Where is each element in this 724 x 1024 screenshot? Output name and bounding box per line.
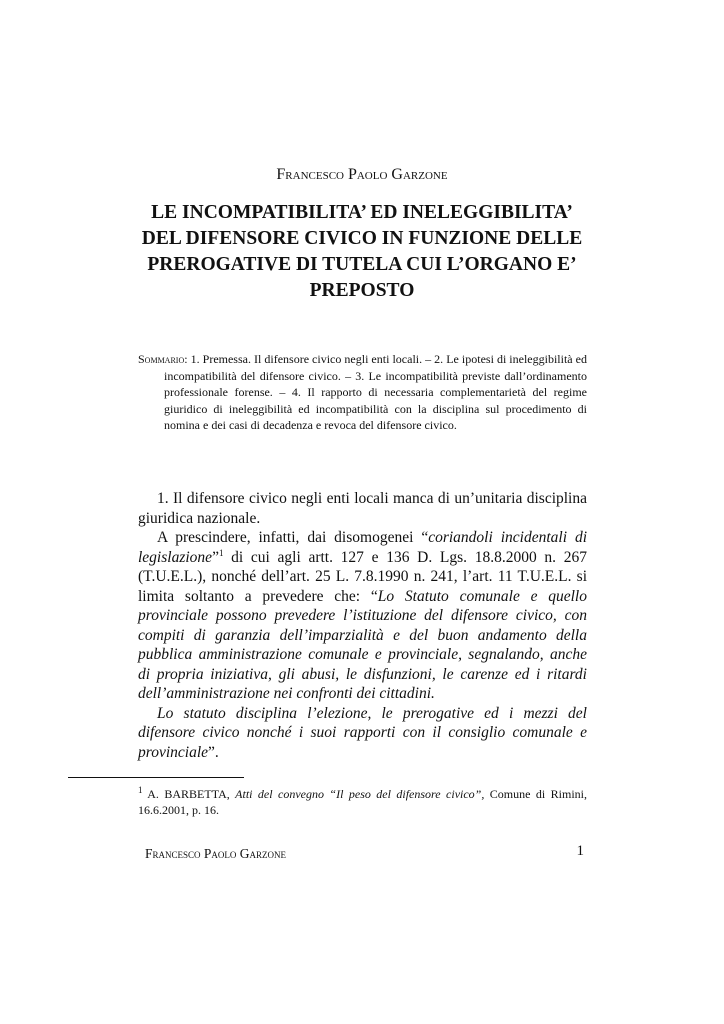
footnote-number: 1 (138, 785, 143, 795)
title-line: LE INCOMPATIBILITA’ ED INELEGGIBILITA’ (151, 202, 573, 223)
summary (138, 351, 587, 434)
quoted-phrase: coriandoli incidentali di legislazione (138, 529, 588, 566)
title-line: DEL DIFENSORE CIVICO IN FUNZIONE DELLE (141, 228, 583, 249)
summary-label: Sommario: (138, 352, 188, 366)
text-run: A prescindere, infatti, dai disomogenei “ (157, 529, 429, 546)
footnote-paragraph (138, 786, 587, 818)
document-title (120, 200, 604, 304)
quoted-law: Lo statuto disciplina l’elezione, le prerogative ed i mezzi del difensore civico nonché i suoi rapporti con il consiglio comunale e provinciale (138, 704, 587, 761)
footnote (138, 786, 587, 818)
summary-paragraph (138, 351, 587, 434)
title-line: PREPOSTO (309, 280, 415, 301)
footnote-author: A. BARBETTA, (142, 787, 236, 801)
footnote-separator (68, 777, 244, 778)
body-text (138, 489, 587, 762)
footnote-source: Comune di Rimini, 16.6.2001, p. 16. (138, 787, 587, 817)
title-line: PREROGATIVE DI TUTELA CUI L’ORGANO E’ (147, 254, 577, 275)
paragraph (138, 704, 587, 763)
footnote-title: Atti del convegno “Il peso del difensore civico”, (235, 787, 485, 801)
author-name: Francesco Paolo Garzone (276, 166, 448, 183)
summary-text: 1. Premessa. Il difensore civico negli enti locali. – 2. Le ipotesi di ineleggibilità ed incompatibilità del difensore civico. – 3. Le incompatibilità previste dall’ordinamento professionale forense. – 4. Il rapporto di necessaria complementarietà del regime giuridico di ineleggibilità ed incompatibilità con la disciplina sul procedimento di nomina e dei casi di decadenza e revoca del difensore civico. (164, 352, 587, 432)
text-run: ” (212, 548, 219, 566)
paragraph: 1. Il difensore civico negli enti locali manca di un’unitaria disciplina giuridica nazionale. (138, 490, 587, 527)
page-number: 1 (576, 843, 584, 859)
footnote-reference[interactable]: 1 (218, 547, 224, 558)
text-run: ”. (208, 743, 219, 761)
footer-author: Francesco Paolo Garzone (145, 846, 287, 861)
text-run: di cui agli artt. 127 e 136 D. Lgs. 18.8.2000 n. 267 (T.U.E.L.), nonché dell’art. 25 L. 7.8.1990 n. 241, l’art. 11 T.U.E.L. si limita soltanto a prevedere che: “ (138, 548, 587, 605)
paragraph (138, 528, 587, 704)
quoted-law: Lo Statuto comunale e quello provinciale possono prevedere l’istituzione del difensore civico, con compiti di garanzia dell’imparzialità e del buon andamento della pubblica amministrazione comunale e provinciale, segnalando, anche di propria iniziativa, gli abusi, le disfunzioni, le carenze ed i ritardi dell’amministrazione nei confronti dei cittadini. (138, 587, 587, 702)
